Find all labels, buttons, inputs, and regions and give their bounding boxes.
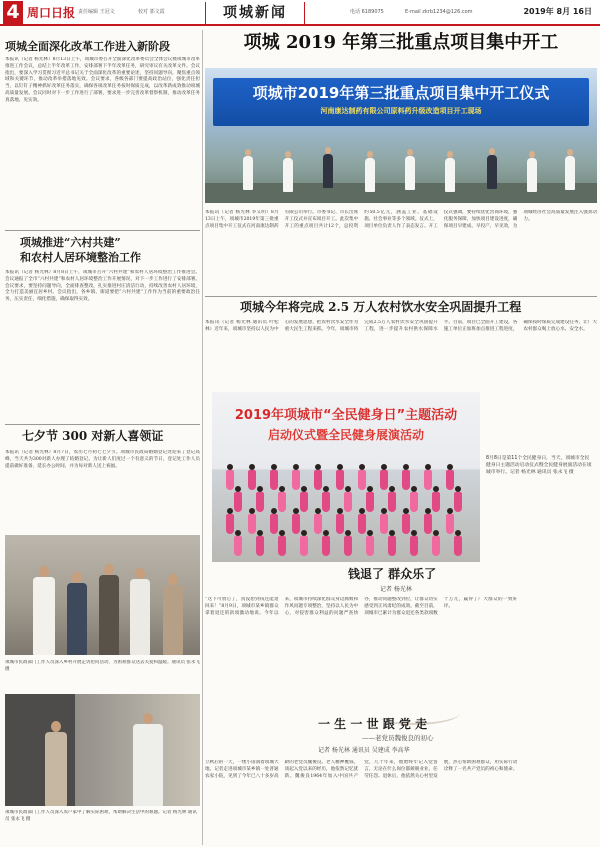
dancer-figure bbox=[336, 514, 344, 534]
official-figure bbox=[365, 158, 375, 192]
ceremony-banner bbox=[213, 78, 589, 126]
person-figure bbox=[45, 732, 67, 806]
dancer-figure bbox=[234, 492, 242, 512]
refund-headline: 钱退了 群众乐了 bbox=[348, 567, 437, 581]
person-figure bbox=[163, 585, 183, 655]
lead-body: 本报讯（记者 杨光林 李义明）8月13日上午，项城市2019年第三批重点项目集中开工仪式在河南康达制药有限公司举行。市委书记、市长出席开工仪式并宣布项目开工。此次集中开工的重点项目共计12个，总投资约50.5亿元，涵盖工业、基础设施、社会事业等多个领域。仪式上，项目单位负责人作了表态发言。开工仪式强调，要持续优化营商环境，强化服务保障，加快项目建设进度，确保项目早建成、早投产、早见效，为项城经济社会高质量发展注入强劲动力。 bbox=[205, 210, 597, 229]
dancer-figure bbox=[424, 470, 432, 490]
dancer-figure bbox=[380, 470, 388, 490]
party-member-subtitle: ——老党员魏俊良的初心 bbox=[362, 734, 434, 742]
dancer-figure bbox=[322, 492, 330, 512]
dancer-figure bbox=[358, 514, 366, 534]
divider bbox=[5, 424, 200, 425]
paper-name: 周口日报 bbox=[27, 6, 76, 20]
home-visit-photo-caption: 项城市民政部门工作人员深入农户家中了解实际困难，帮助解决生活中的难题。记者 杨光林 通讯员 张永飞 摄 bbox=[5, 810, 197, 822]
divider bbox=[5, 230, 200, 231]
dancer-figure bbox=[270, 514, 278, 534]
six-coconstruction-headline-line2: 和农村人居环境整治工作 bbox=[20, 251, 141, 264]
phone-number: 电话 6189075 bbox=[350, 9, 384, 15]
official-figure bbox=[283, 158, 293, 192]
person-figure bbox=[99, 575, 119, 655]
dancer-figure bbox=[322, 536, 330, 556]
proofreader-credit: 校对 郭文霞 bbox=[138, 9, 165, 15]
dancer-figure bbox=[388, 536, 396, 556]
dancer-figure bbox=[454, 536, 462, 556]
dancer-figure bbox=[292, 514, 300, 534]
official-figure bbox=[243, 156, 253, 190]
dancer-figure bbox=[402, 514, 410, 534]
home-visit-photo bbox=[5, 694, 200, 806]
dancer-figure bbox=[424, 514, 432, 534]
official-figure bbox=[323, 154, 333, 188]
dancer-figure bbox=[314, 514, 322, 534]
official-figure bbox=[405, 156, 415, 190]
dancer-figure bbox=[410, 492, 418, 512]
dancer-figure bbox=[432, 536, 440, 556]
dancer-figure bbox=[256, 492, 264, 512]
reform-headline: 项城全面深化改革工作进入新阶段 bbox=[5, 40, 170, 53]
person-figure bbox=[133, 724, 163, 806]
ceremony-banner-title: 项城市2019年第三批重点项目集中开工仪式 bbox=[252, 84, 550, 102]
person-figure bbox=[67, 583, 87, 655]
lead-headline: 项城 2019 年第三批重点项目集中开工 bbox=[243, 32, 559, 53]
page-number: 4 bbox=[3, 1, 23, 24]
dancer-figure bbox=[270, 470, 278, 490]
dancer-figure bbox=[234, 536, 242, 556]
section-title: 项城新闻 bbox=[205, 2, 305, 24]
dancer-figure bbox=[454, 492, 462, 512]
column-divider bbox=[202, 30, 203, 845]
dancer-figure bbox=[226, 514, 234, 534]
dancer-figure bbox=[358, 470, 366, 490]
dancer-figure bbox=[410, 536, 418, 556]
divider bbox=[205, 296, 597, 297]
dancer-figure bbox=[402, 470, 410, 490]
refund-byline: 记者 杨光林 bbox=[380, 586, 412, 593]
volunteers-photo-caption: 项城市民政部门工作人员深入乡村开展走访慰问活动，为困难群众送去关爱和温暖。通讯员 张永飞 摄 bbox=[5, 660, 200, 672]
fitness-caption: 8月8日是第11个全民健身日，当天，项城市全民健身日主题活动启动仪式暨全民健身展演活动在项城市举行。记者 杨光林 通讯员 张永飞 摄 bbox=[486, 456, 592, 475]
water-headline: 项城今年将完成 2.5 万人农村饮水安全巩固提升工程 bbox=[240, 300, 522, 314]
dancer-figure bbox=[344, 536, 352, 556]
party-member-headline: 一 生 一 世 跟 党 走 bbox=[318, 717, 428, 731]
dancer-figure bbox=[300, 536, 308, 556]
party-member-body: 立秋后的一天，一缕小雨润着项城大地。记者走进项城市某乡镇一处普通农家小院，见到了今年已八十多岁高龄的老党员魏俊良。老人精神矍铄，谈起入党以来的经历，他依然记忆犹新。魏俊良1964年加入中国共产党，几十年来，他始终牢记入党誓言，无论在什么岗位都兢兢业业、任劳任怨。退休后，他依然关心村里发展，热心帮助困难群众，用实际行动诠释了一名共产党员的初心和使命。 bbox=[205, 760, 518, 779]
editor-credit: 责任编辑 王冠文 bbox=[78, 9, 115, 15]
person-figure bbox=[33, 577, 55, 655]
dancer-figure bbox=[432, 492, 440, 512]
dancer-figure bbox=[278, 536, 286, 556]
qixi-body: 本报讯（记者 杨光林）8月7日，农历七月初七七夕节。项城市民政局婚姻登记处迎来了登记高峰，当天共为300对新人办理了结婚登记。为让新人们度过一个有意义的节日，登记处工作人员提前做好准备，延长办公时间，并为每对新人送上祝福。 bbox=[5, 450, 200, 469]
dancer-figure bbox=[344, 492, 352, 512]
dancer-figure bbox=[226, 470, 234, 490]
fitness-day-photo bbox=[212, 392, 480, 562]
ceremony-banner-subtitle: 河南康达制药有限公司原料药升级改造项目开工现场 bbox=[320, 107, 482, 115]
qixi-headline: 七夕节 300 对新人喜领证 bbox=[22, 429, 164, 443]
volunteers-photo bbox=[5, 535, 200, 655]
dancer-figure bbox=[292, 470, 300, 490]
dancer-figure bbox=[248, 514, 256, 534]
email-address: E-mail zkrb1234@126.com bbox=[405, 9, 473, 15]
groundbreaking-photo bbox=[205, 68, 597, 203]
dancer-figure bbox=[446, 514, 454, 534]
dancer-figure bbox=[336, 470, 344, 490]
official-figure bbox=[487, 155, 497, 189]
masthead bbox=[0, 0, 600, 26]
dancer-figure bbox=[380, 514, 388, 534]
official-figure bbox=[527, 158, 537, 192]
person-figure bbox=[130, 579, 150, 655]
dancer-figure bbox=[366, 536, 374, 556]
publication-date: 2019年 8月 16日 bbox=[523, 7, 592, 16]
refund-body: “这下可放心了，真没想到钱还能退回来！”8月9日，项城市某乡镇群众拿着退还的款项激动地说。今年以来，项城市持续深化群众身边腐败和作风问题专项整治，坚持以人民为中心，对侵害群众利益的问题严查快办，推动问题整改到位，让群众切实感受到正风肃纪的成效。截至目前，项城市已累计为群众退还各类款项数十万元，赢得了广大群众的一致好评。 bbox=[205, 597, 518, 616]
dancer-figure bbox=[388, 492, 396, 512]
fitness-banner-line1: 2019年项城市“全民健身日”主题活动 bbox=[234, 408, 458, 423]
six-coconstruction-body: 本报讯（记者 杨光林）8月8日上午，项城市召开“六村共建”和农村人居环境整治工作推进会。会议通报了全市“六村共建”和农村人居环境整治工作开展情况，对下一步工作进行了安排部署。会议要求，要坚持问题导向，全面排查整改，扎实推进村庄清洁行动，持续改善农村人居环境，全力打造美丽宜居乡村。会议指出，各乡镇、街道要把“六村共建”工作作为当前的重要政治任务，压实责任，细化措施，确保取得实效。 bbox=[5, 270, 200, 303]
dancer-figure bbox=[278, 492, 286, 512]
dancer-figure bbox=[256, 536, 264, 556]
dancer-figure bbox=[300, 492, 308, 512]
official-figure bbox=[565, 156, 575, 190]
stage bbox=[205, 183, 597, 203]
official-figure bbox=[445, 158, 455, 192]
dancer-figure bbox=[314, 470, 322, 490]
reform-body: 本报讯（记者 杨光林）8月13日上午，项城市委召开全面深化改革委员会全体会议暨项城市改革推进工作会议，总结上半年改革工作，安排部署下半年改革任务，研究审议有关改革文件。会议指出，要深入学习贯彻习近平总书记关于全面深化改革的重要论述，坚持问题导向，聚焦重点领域和关键环节，推动改革举措落地见效。会议要求，各级各部门要提高政治站位，强化责任担当，以钉钉子精神抓好改革任务落实，确保各项改革任务按时保质完成，以改革新成效推动项城高质量发展。会议同时对下一步工作进行了部署，要求进一步完善改革督察机制，推动改革任务真落地、见实效。 bbox=[5, 57, 200, 103]
party-member-byline: 记者 杨光林 通讯员 吴建成 李高华 bbox=[318, 747, 410, 754]
water-body: 本报讯（记者 杨光林 通讯员 叶松林）近年来，项城市坚持以人民为中心的发展思想，把农村饮水安全作为重大民生工程来抓。今年，项城市将完成2.5万人农村饮水安全巩固提升工程，进一步提升农村供水保障水平。目前，项目已全面开工建设，各施工单位正加班加点推进工程进度，确保按时保质完成建设任务，让广大农村群众喝上放心水、安全水。 bbox=[205, 320, 597, 332]
fitness-banner-line2: 启动仪式暨全民健身展演活动 bbox=[267, 428, 424, 442]
dancer-figure bbox=[248, 470, 256, 490]
dancer-figure bbox=[446, 470, 454, 490]
six-coconstruction-headline: 项城推进“六村共建” bbox=[20, 236, 121, 249]
dancer-figure bbox=[366, 492, 374, 512]
